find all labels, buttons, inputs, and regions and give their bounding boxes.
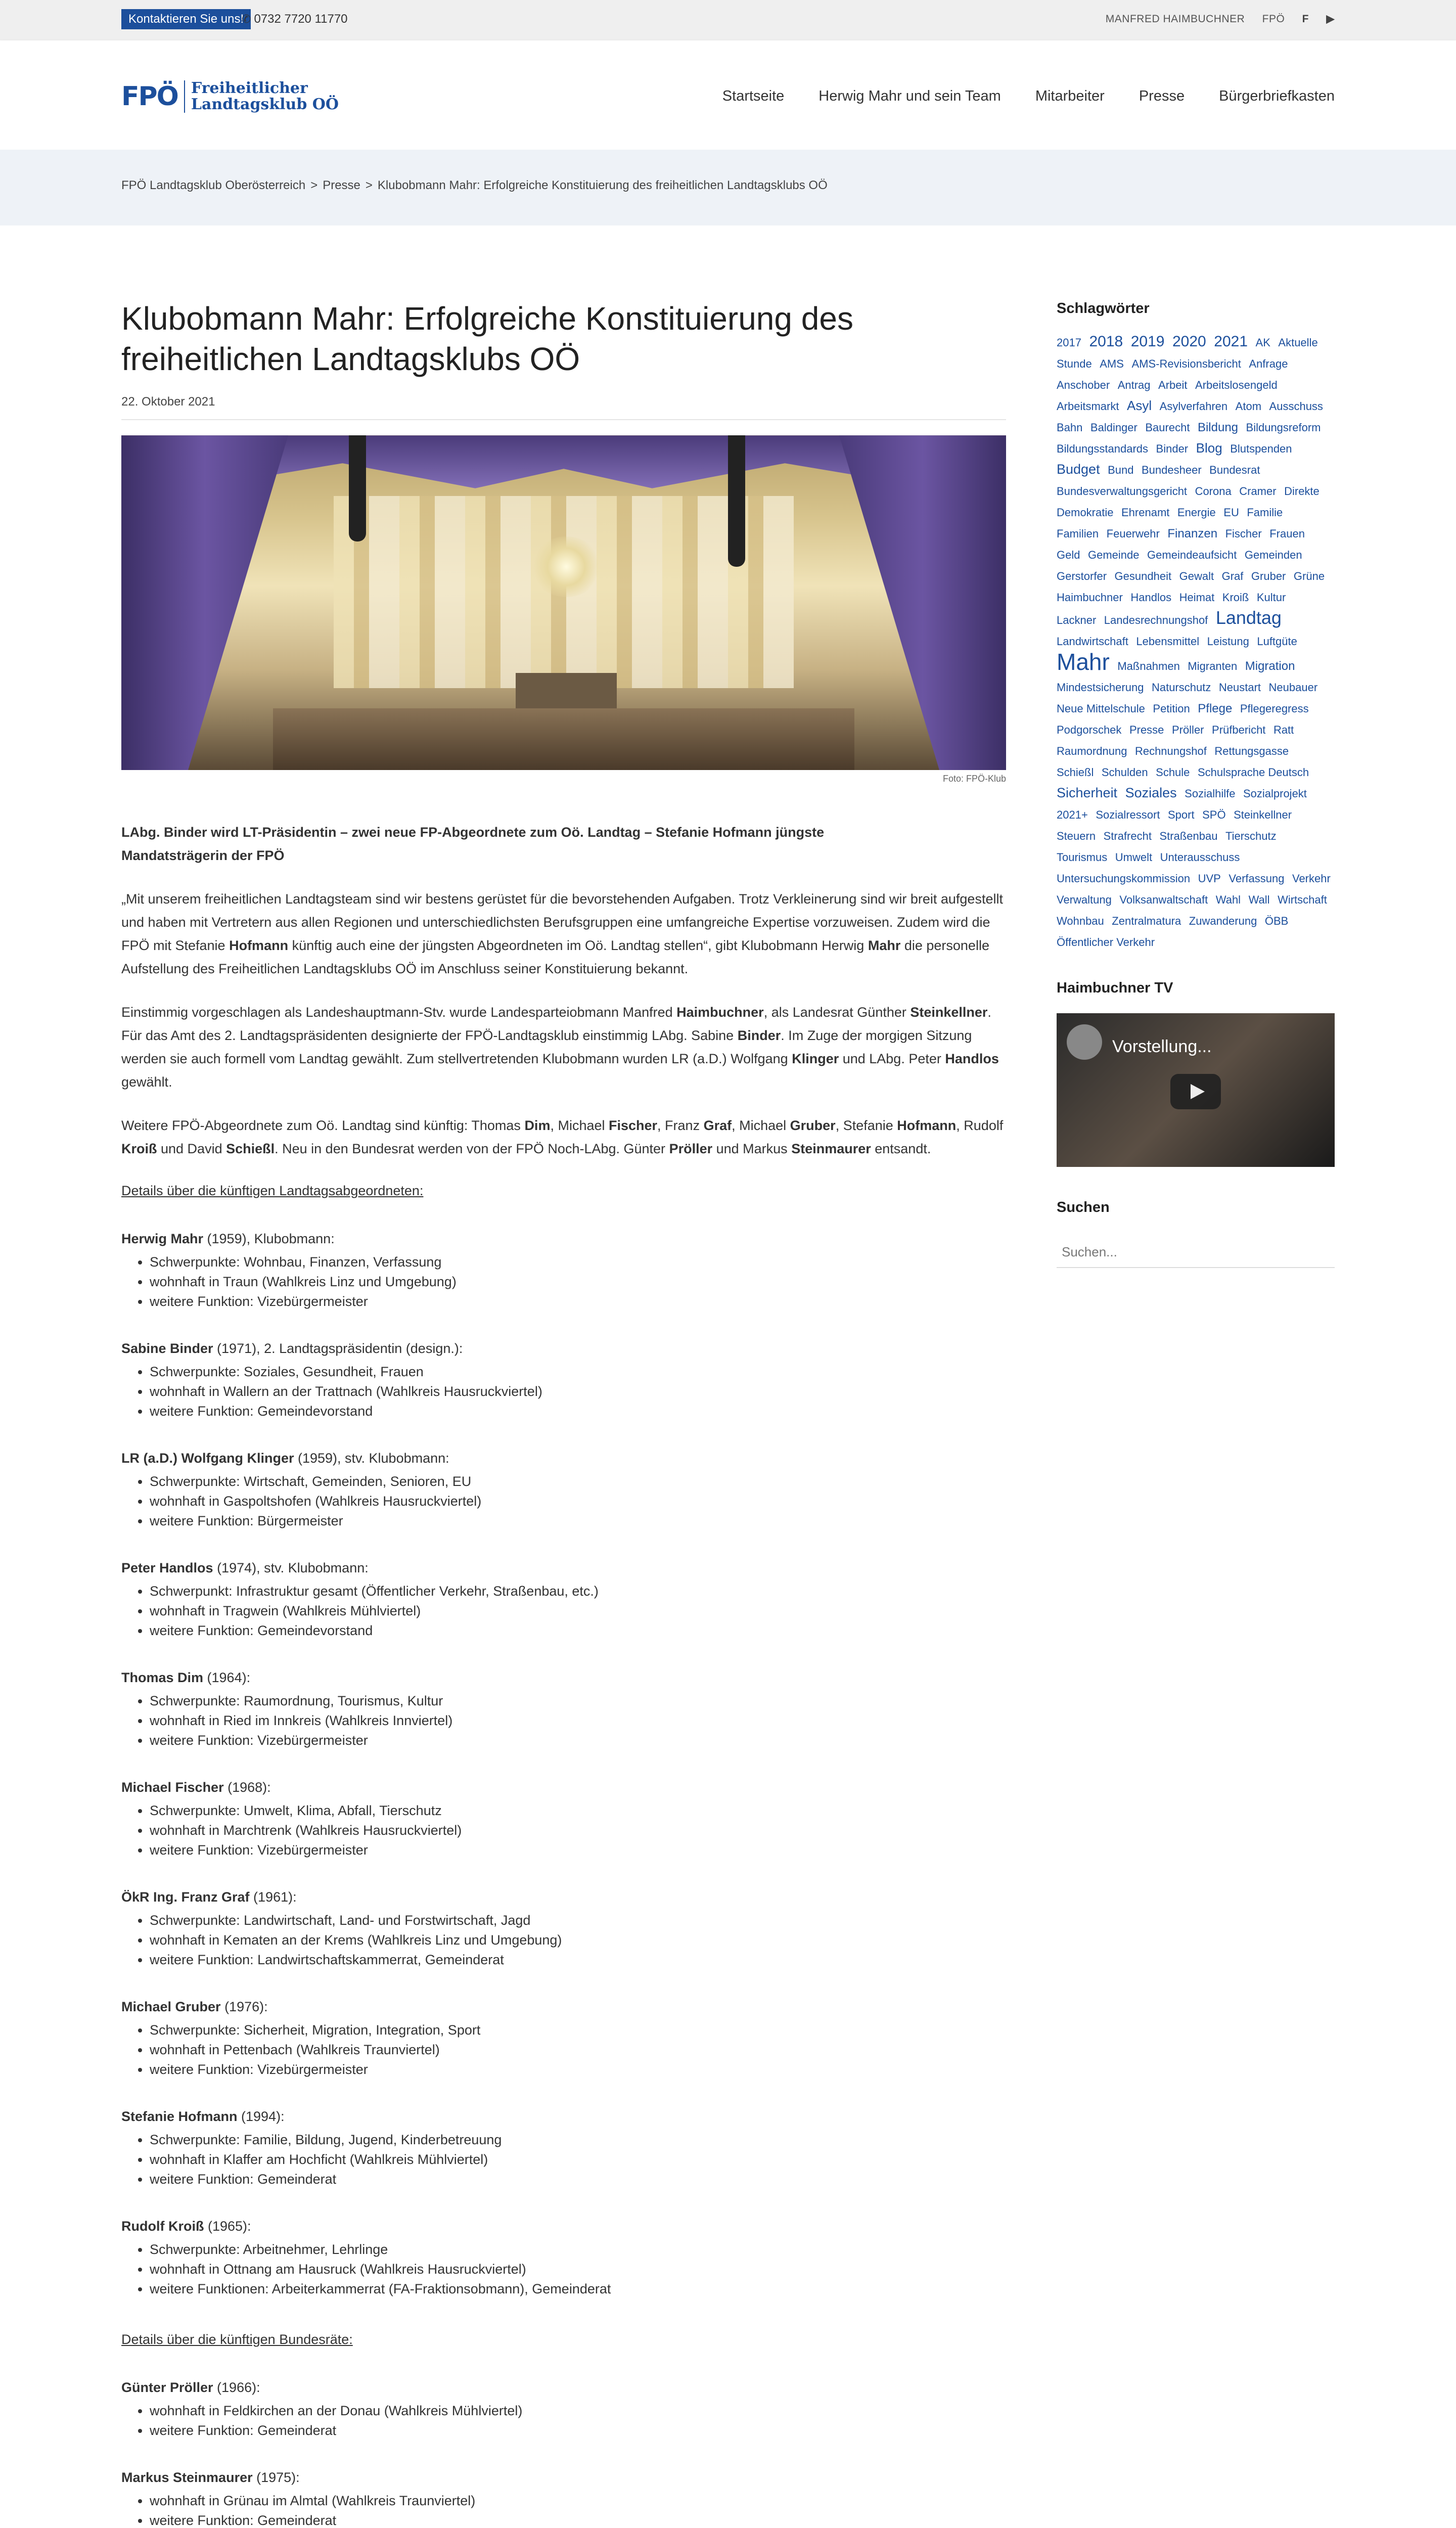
tagcloud-link[interactable]: 2018 [1089,333,1123,350]
photo-credit: Foto: FPÖ-Klub [942,774,1006,784]
tagcloud-link[interactable]: Feuerwehr [1106,527,1160,540]
tagcloud-link[interactable]: Wohnbau [1057,915,1104,927]
tagcloud-link[interactable]: Schulden [1101,766,1148,779]
person-role: (1966): [213,2379,260,2395]
tagcloud-link[interactable]: Direkte Demokratie [1057,485,1320,519]
person-detail-item: • Schwerpunkte: Wohnbau, Finanzen, Verfassung [150,1252,1006,1272]
person-detail-item: • wohnhaft in Tragwein (Wahlkreis Mühlviertel) [150,1601,1006,1621]
tagcloud-link[interactable]: Wall [1248,893,1270,906]
person-entry [121,2377,1006,2441]
tagcloud-link[interactable]: Lackner [1057,614,1097,626]
tagcloud-link[interactable]: Neustart [1218,681,1261,694]
person-name: Rudolf Kroiß [121,2218,204,2234]
person-detail-item: • wohnhaft in Gaspoltshofen (Wahlkreis Hausruckviertel) [150,1492,1006,1511]
person-role: (1971), 2. Landtagspräsidentin (design.): [213,1340,463,1356]
tagcloud-link[interactable]: Bund [1108,464,1134,476]
person-detail-item: • weitere Funktion: Gemeinderat [150,2421,1006,2441]
tagcloud-link[interactable]: 2020 [1172,333,1206,350]
site-logo[interactable] [121,74,339,119]
tagcloud-link[interactable]: Mahr [1057,649,1110,675]
person-detail-item: • Schwerpunkte: Familie, Bildung, Jugend, Kinderbetreuung [150,2130,1006,2150]
tagcloud-link[interactable]: Naturschutz [1151,681,1211,694]
contact-button[interactable]: Kontaktieren Sie uns! [121,9,251,29]
person-role: (1961): [249,1889,297,1905]
tagcloud-link[interactable]: Luftgüte [1257,635,1297,648]
person-heading [121,2467,1006,2488]
tagcloud-link[interactable]: Sport [1167,808,1195,821]
tagcloud-link[interactable]: Zentralmatura [1112,915,1181,927]
person-heading [121,1777,1006,1798]
details-bundesrat-heading: Details über die künftigen Bundesräte: [121,2331,353,2347]
person-detail-item: • weitere Funktion: Vizebürgermeister [150,1731,1006,1750]
tagcloud-link[interactable]: Neue Mittelschule [1057,702,1145,715]
person-entry [121,1228,1006,1312]
person-role: (1959), Klubobmann: [203,1231,335,1246]
person-detail-item: • wohnhaft in Grünau im Almtal (Wahlkreis Traunviertel) [150,2491,1006,2511]
person-heading [121,1448,1006,1469]
nav-team[interactable]: Herwig Mahr und sein Team [818,88,1001,104]
tagcloud-link[interactable]: Sozialhilfe [1185,787,1236,800]
tagcloud-link[interactable]: Presse [1129,724,1164,736]
person-heading [121,2106,1006,2127]
person-detail-item: • wohnhaft in Traun (Wahlkreis Linz und Umgebung) [150,1272,1006,1292]
tagcloud-link[interactable]: Bundesverwaltungsgericht [1057,485,1188,498]
tagcloud-link[interactable]: Ratt [1273,724,1294,736]
video-title: Vorstellung... [1112,1037,1212,1056]
person-detail-item: • Schwerpunkte: Arbeitnehmer, Lehrlinge [150,2240,1006,2260]
person-detail-item: • weitere Funktionen: Arbeiterkammerrat (FA-Fraktionsobmann), Gemeinderat [150,2279,1006,2299]
person-detail-item: • weitere Funktion: Vizebürgermeister [150,2060,1006,2080]
person-name: LR (a.D.) Wolfgang Klinger [121,1450,294,1466]
tagcloud-link[interactable]: Ausschuss [1269,400,1323,413]
logo-subtitle-line2: Landtagsklub OÖ [191,96,339,113]
person-detail-item: • weitere Funktion: Vizebürgermeister [150,1292,1006,1312]
fpo-link[interactable]: FPÖ [1262,13,1285,25]
person-name: Michael Gruber [121,1999,221,2014]
tagcloud-link[interactable]: Blutspenden [1230,442,1292,455]
person-name: Michael Fischer [121,1779,224,1795]
person-details [150,1362,1006,1421]
breadcrumb-separator: > [310,178,318,192]
person-details [150,2130,1006,2189]
person-heading [121,2377,1006,2398]
tagcloud-link[interactable]: Rettungsgasse [1214,745,1289,757]
facebook-icon[interactable]: F [1302,13,1309,25]
breadcrumb-bar [0,150,1456,225]
person-heading [121,1667,1006,1688]
landtag-list [121,1228,1006,2299]
tagcloud-link[interactable]: Maßnahmen [1117,660,1180,672]
tagcloud-link[interactable]: SPÖ [1202,808,1226,821]
person-detail-item: • wohnhaft in Kematen an der Krems (Wahlkreis Linz und Umgebung) [150,1930,1006,1950]
tagcloud-link[interactable]: Schulsprache Deutsch [1197,766,1309,779]
tagcloud-link[interactable]: Grüne [1293,570,1325,582]
logo-subtitle [184,80,339,113]
person-entry [121,2216,1006,2299]
tagcloud-link[interactable]: UVP [1198,872,1221,885]
tagcloud-link[interactable]: Graf [1221,570,1244,582]
person-entry [121,1886,1006,1970]
tagcloud-link[interactable]: Umwelt [1115,851,1153,864]
nav-startseite[interactable]: Startseite [722,88,785,104]
tagcloud-link[interactable]: Asylverfahren [1159,400,1228,413]
person-name: Herwig Mahr [121,1231,204,1246]
tagcloud-link[interactable]: Familien [1057,527,1099,540]
person-details [150,1582,1006,1641]
tagcloud-link[interactable]: Anschober [1057,379,1110,391]
person-role: (1964): [203,1669,251,1685]
tagcloud-link[interactable]: Heimat [1179,591,1215,604]
person-role: (1975): [252,2469,300,2485]
person-details [150,2240,1006,2299]
main-nav [722,81,1335,111]
person-detail-item: • Schwerpunkte: Raumordnung, Tourismus, Kultur [150,1691,1006,1711]
tagcloud-link[interactable]: Verkehr [1292,872,1331,885]
article-paragraph-3: Weitere FPÖ-Abgeordnete zum Oö. Landtag sind künftig: Thomas Dim, Michael Fischer, Franz Graf, Michael Gruber, Stefanie Hofmann, Rudolf Kroiß und David Schießl. Neu in den Bundesrat werden von der FPÖ Noch-LAbg. Günter Pröller und Markus Steinmaurer entsandt. [121,1118,1004,1157]
tagcloud-link[interactable]: Gemeindeaufsicht [1147,549,1237,561]
tagcloud-link[interactable]: Bundesrat [1209,464,1260,476]
logo-mark: FPÖ [121,81,178,112]
tagcloud-link[interactable]: Baurecht [1145,421,1190,434]
search-input[interactable]: Suchen... [1057,1233,1335,1268]
breadcrumb-presse[interactable]: Presse [323,178,360,192]
tagcloud-link[interactable]: Untersuchungskommission [1057,872,1191,885]
person-heading [121,1228,1006,1249]
tagcloud-link[interactable]: Tourismus [1057,851,1108,864]
tagcloud-link[interactable]: Pflegeregress [1240,702,1309,715]
tagcloud-link[interactable]: Haimbuchner [1057,591,1123,604]
tagcloud-link[interactable]: Antrag [1117,379,1151,391]
person-detail-item: • weitere Funktion: Vizebürgermeister [150,1840,1006,1860]
tagcloud-link[interactable]: EU [1223,506,1239,519]
breadcrumb [121,176,828,195]
user-link[interactable]: MANFRED HAIMBUCHNER [1105,13,1245,25]
person-role: (1965): [204,2218,251,2234]
person-detail-item: • Schwerpunkte: Soziales, Gesundheit, Frauen [150,1362,1006,1382]
person-detail-item: • weitere Funktion: Bürgermeister [150,1511,1006,1531]
article-paragraph-1: „Mit unserem freiheitlichen Landtagsteam sind wir bestens gerüstet für die bevorstehenden Aufgaben. Trotz Verkleinerung sind wir breit aufgestellt und haben mit Vertretern aus allen Regionen und unterschiedlichsten Berufsgruppen eine umfangreiche Expertise vorzuweisen. Zudem wird die FPÖ mit Stefanie Hofmann künftig auch eine der jüngsten Abgeordneten im Oö. Landtag stellen“, gibt Klubobmann Herwig Mahr die personelle Aufstellung des Freiheitlichen Landtagsklubs OÖ im Anschluss seiner Konstituierung bekannt. [121,891,1003,977]
tagcloud-link[interactable]: Binder [1156,442,1189,455]
person-entry [121,2467,1006,2528]
tagcloud-link[interactable]: 2021 [1214,333,1248,350]
tagcloud-link[interactable]: Leistung [1207,635,1249,648]
person-detail-item: • wohnhaft in Wallern an der Trattnach (Wahlkreis Hausruckviertel) [150,1382,1006,1402]
person-detail-item: • weitere Funktion: Gemeinderat [150,2170,1006,2189]
bundesrat-list [121,2377,1006,2528]
tagcloud-link[interactable]: Frauen [1269,527,1305,540]
person-detail-item: • Schwerpunkt: Infrastruktur gesamt (Öffentlicher Verkehr, Straßenbau, etc.) [150,1582,1006,1601]
person-details [150,1911,1006,1970]
tagcloud-link[interactable]: Neubauer [1268,681,1318,694]
tagcloud-link[interactable]: Budget [1057,462,1100,477]
person-details [150,1801,1006,1860]
tagcloud-link[interactable]: Handlos [1130,591,1172,604]
tagcloud-link[interactable]: Lebensmittel [1136,635,1200,648]
tagcloud-link[interactable]: Straßenbau [1159,830,1218,842]
person-details [150,2401,1006,2441]
top-phone-number: 0732 7720 11770 [254,12,348,26]
breadcrumb-separator: > [365,178,373,192]
tagcloud-link[interactable]: Arbeitslosengeld [1195,379,1278,391]
tagcloud-link[interactable]: Verfassung [1228,872,1285,885]
person-detail-item: • Schwerpunkte: Landwirtschaft, Land- und Forstwirtschaft, Jagd [150,1911,1006,1930]
breadcrumb-home[interactable]: FPÖ Landtagsklub Oberösterreich [121,178,306,192]
person-heading [121,1996,1006,2017]
tagcloud-link[interactable]: Landesrechnungshof [1104,614,1208,626]
tagcloud-link[interactable]: Arbeit [1158,379,1188,391]
sidebar [1057,298,1335,1268]
tagcloud-link[interactable]: Anfrage [1249,357,1288,370]
phone-icon: ✆ [242,13,251,25]
tagcloud-link[interactable]: Bildung [1197,421,1239,434]
top-phone[interactable] [242,9,348,29]
person-name: Sabine Binder [121,1340,213,1356]
tagcloud-link[interactable]: Bildungsstandards [1057,442,1149,455]
play-icon[interactable] [1170,1074,1221,1109]
tagcloud-link[interactable]: 2017 [1057,336,1081,349]
tagcloud-link[interactable]: Geld [1057,549,1080,561]
tagcloud-link[interactable]: Kroiß [1222,591,1249,604]
person-role: (1994): [237,2108,285,2124]
tagcloud-link[interactable]: Asyl [1127,398,1152,413]
person-detail-item: • wohnhaft in Pettenbach (Wahlkreis Traunviertel) [150,2040,1006,2060]
tagcloud-link[interactable]: Baldinger [1090,421,1138,434]
person-entry [121,1667,1006,1750]
tagcloud-link[interactable]: Wahl [1215,893,1241,906]
person-role: (1974), stv. Klubobmann: [213,1560,369,1575]
tagcloud-link[interactable]: Mindestsicherung [1057,681,1144,694]
person-detail-item: • Schwerpunkte: Umwelt, Klima, Abfall, Tierschutz [150,1801,1006,1821]
person-name: Günter Pröller [121,2379,213,2395]
person-role: (1976): [220,1999,268,2014]
top-bar [0,0,1456,40]
person-entry [121,1338,1006,1421]
person-detail-item: • wohnhaft in Marchtrenk (Wahlkreis Hausruckviertel) [150,1821,1006,1840]
tagcloud-link[interactable]: Arbeitsmarkt [1057,400,1119,413]
tagcloud-link[interactable]: Cramer [1239,485,1277,498]
tagcloud-link[interactable]: Sozialressort [1096,808,1160,821]
person-heading [121,2216,1006,2237]
logo-subtitle-line1: Freiheitlicher [191,79,308,97]
nav-presse[interactable]: Presse [1139,88,1185,104]
person-details [150,2491,1006,2528]
tagcloud-link[interactable]: Gemeinde [1088,549,1140,561]
search-widget [1057,1197,1335,1268]
tagcloud-link[interactable]: Bildungsreform [1246,421,1321,434]
tagcloud-link[interactable]: AK [1255,336,1270,349]
person-detail-item: • weitere Funktion: Gemeindevorstand [150,1621,1006,1641]
tagcloud-link[interactable]: Atom [1235,400,1262,413]
person-detail-item: • weitere Funktion: Gemeinderat [150,2511,1006,2528]
search-widget-title: Suchen [1057,1199,1110,1215]
tagcloud-link[interactable]: Bahn [1057,421,1083,434]
article-date: 22. Oktober 2021 [121,392,1006,420]
person-entry [121,1777,1006,1860]
person-entry [121,1557,1006,1641]
person-details [150,1252,1006,1312]
tagcloud-link[interactable]: Landtag [1215,607,1282,628]
person-detail-item: • wohnhaft in Ried im Innkreis (Wahlkreis Innviertel) [150,1711,1006,1731]
tagcloud-link[interactable]: Gemeinden [1244,549,1302,561]
tagcloud-link[interactable]: ÖBB [1264,915,1289,927]
tagcloud-link[interactable]: AMS [1100,357,1124,370]
tagcloud-link[interactable]: Schießl [1057,766,1094,779]
channel-avatar [1067,1024,1102,1060]
tagcloud-link[interactable]: Gerstorfer [1057,570,1107,582]
nav-mitarbeiter[interactable]: Mitarbeiter [1035,88,1105,104]
tagcloud-link[interactable]: Pflege [1198,702,1233,715]
person-name: ÖkR Ing. Franz Graf [121,1889,250,1905]
tagcloud-link[interactable]: Gewalt [1179,570,1214,582]
tagcloud-link[interactable]: Aktuelle Stunde [1057,336,1318,370]
tagcloud-link[interactable]: Schule [1156,766,1190,779]
person-name: Thomas Dim [121,1669,204,1685]
tagcloud-link[interactable]: Pröller [1171,724,1204,736]
tagcloud-link[interactable]: Blog [1196,440,1222,456]
person-heading [121,1886,1006,1908]
person-detail-item: • Schwerpunkte: Sicherheit, Migration, Integration, Sport [150,2020,1006,2040]
article [121,298,1006,2528]
tagcloud-link[interactable]: Fischer [1225,527,1262,540]
person-name: Peter Handlos [121,1560,213,1575]
tagcloud-link[interactable]: Familie [1247,506,1283,519]
top-links [1091,9,1335,29]
tv-widget [1057,978,1335,1167]
tagcloud-link[interactable]: Zuwanderung [1189,915,1257,927]
person-name: Stefanie Hofmann [121,2108,238,2124]
tagcloud-link[interactable]: Rechnungshof [1134,745,1207,757]
person-entry [121,1996,1006,2080]
site-header [0,40,1456,150]
tagcloud-link[interactable]: Landwirtschaft [1057,635,1128,648]
person-details [150,2020,1006,2080]
tagcloud-link[interactable]: AMS-Revisionsbericht [1131,357,1241,370]
youtube-icon[interactable]: ▶ [1326,13,1335,25]
person-entry [121,2106,1006,2189]
tagcloud-link[interactable]: Ehrenamt [1121,506,1170,519]
person-heading [121,1557,1006,1578]
tagcloud-link[interactable]: Podgorschek [1057,724,1122,736]
tagcloud-link[interactable]: Corona [1195,485,1232,498]
tagcloud-link[interactable]: Verwaltung [1057,893,1112,906]
article-title: Klubobmann Mahr: Erfolgreiche Konstituierung des freiheitlichen Landtagsklubs OÖ [121,300,853,377]
tagcloud-link[interactable]: Gesundheit [1114,570,1172,582]
tv-widget-title: Haimbuchner TV [1057,980,1173,996]
tagcloud-link[interactable]: Raumordnung [1057,745,1127,757]
person-detail-item: • wohnhaft in Klaffer am Hochficht (Wahlkreis Mühlviertel) [150,2150,1006,2170]
tagcloud-link[interactable]: Sicherheit [1057,785,1118,800]
person-role: (1959), stv. Klubobmann: [294,1450,449,1466]
person-details [150,1691,1006,1750]
tagcloud-link[interactable]: Gruber [1251,570,1286,582]
tagcloud-link[interactable]: Öffentlicher Verkehr [1057,936,1155,949]
tagcloud-link[interactable]: Migranten [1188,660,1238,672]
tagcloud-link[interactable]: Sozialprojekt 2021+ [1057,787,1307,821]
tagcloud-link[interactable]: Volksanwaltschaft [1119,893,1208,906]
tagcloud-link[interactable]: Migration [1245,659,1295,673]
article-photo [121,435,1006,770]
person-detail-item: • wohnhaft in Feldkirchen an der Donau (Wahlkreis Mühlviertel) [150,2401,1006,2421]
video-player[interactable] [1057,1013,1335,1167]
tags-widget-title: Schlagwörter [1057,300,1150,317]
tagcloud-link[interactable]: Energie [1177,506,1216,519]
details-landtag-heading: Details über die künftigen Landtagsabgeordneten: [121,1183,424,1199]
person-detail-item: • wohnhaft in Ottnang am Hausruck (Wahlkreis Hausruckviertel) [150,2260,1006,2279]
tagcloud-link[interactable]: Bundesheer [1142,464,1202,476]
tagcloud-link[interactable]: Wirtschaft [1278,893,1327,906]
tag-cloud [1057,332,1335,953]
article-lead: LAbg. Binder wird LT-Präsidentin – zwei neue FP-Abgeordnete zum Oö. Landtag – Stefanie Hofmann jüngste Mandatsträgerin der FPÖ [121,825,825,864]
tagcloud-link[interactable]: Unterausschuss [1160,851,1240,864]
article-paragraph-2: Einstimmig vorgeschlagen als Landeshauptmann-Stv. wurde Landesparteiobmann Manfred Haimbuchner, als Landesrat Günther Steinkellner. Für das Amt des 2. Landtagspräsidenten designierte der FPÖ-Landtagsklub einstimmig LAbg. Sabine Binder. Im Zuge der morgigen Sitzung werden sie auch formell vom Landtag gewählt. Zum stellvertretenden Klubobmann wurden LR (a.D.) Wolfgang Klinger und LAbg. Peter Handlos gewählt. [121,1005,999,1090]
person-details [150,1472,1006,1531]
person-detail-item: • Schwerpunkte: Wirtschaft, Gemeinden, Senioren, EU [150,1472,1006,1492]
tagcloud-link[interactable]: Steuern [1057,830,1096,842]
tagcloud-link[interactable]: Finanzen [1167,527,1218,540]
person-heading [121,1338,1006,1359]
person-detail-item: • weitere Funktion: Gemeindevorstand [150,1402,1006,1421]
tagcloud-link[interactable]: 2019 [1130,333,1165,350]
breadcrumb-current: Klubobmann Mahr: Erfolgreiche Konstituierung des freiheitlichen Landtagsklubs OÖ [377,178,828,192]
person-name: Markus Steinmaurer [121,2469,253,2485]
tagcloud-link[interactable]: Strafrecht [1103,830,1152,842]
tagcloud-link[interactable]: Prüfbericht [1212,724,1266,736]
tagcloud-link[interactable]: Tierschutz [1225,830,1277,842]
person-entry [121,1448,1006,1531]
tagcloud-link[interactable]: Kultur [1256,591,1286,604]
person-role: (1968): [223,1779,271,1795]
tagcloud-link[interactable]: Petition [1153,702,1190,715]
tagcloud-link[interactable]: Soziales [1125,785,1177,800]
nav-buergerbriefkasten[interactable]: Bürgerbriefkasten [1219,88,1335,104]
tagcloud-link[interactable]: Steinkellner [1234,808,1292,821]
person-detail-item: • weitere Funktion: Landwirtschaftskammerrat, Gemeinderat [150,1950,1006,1970]
